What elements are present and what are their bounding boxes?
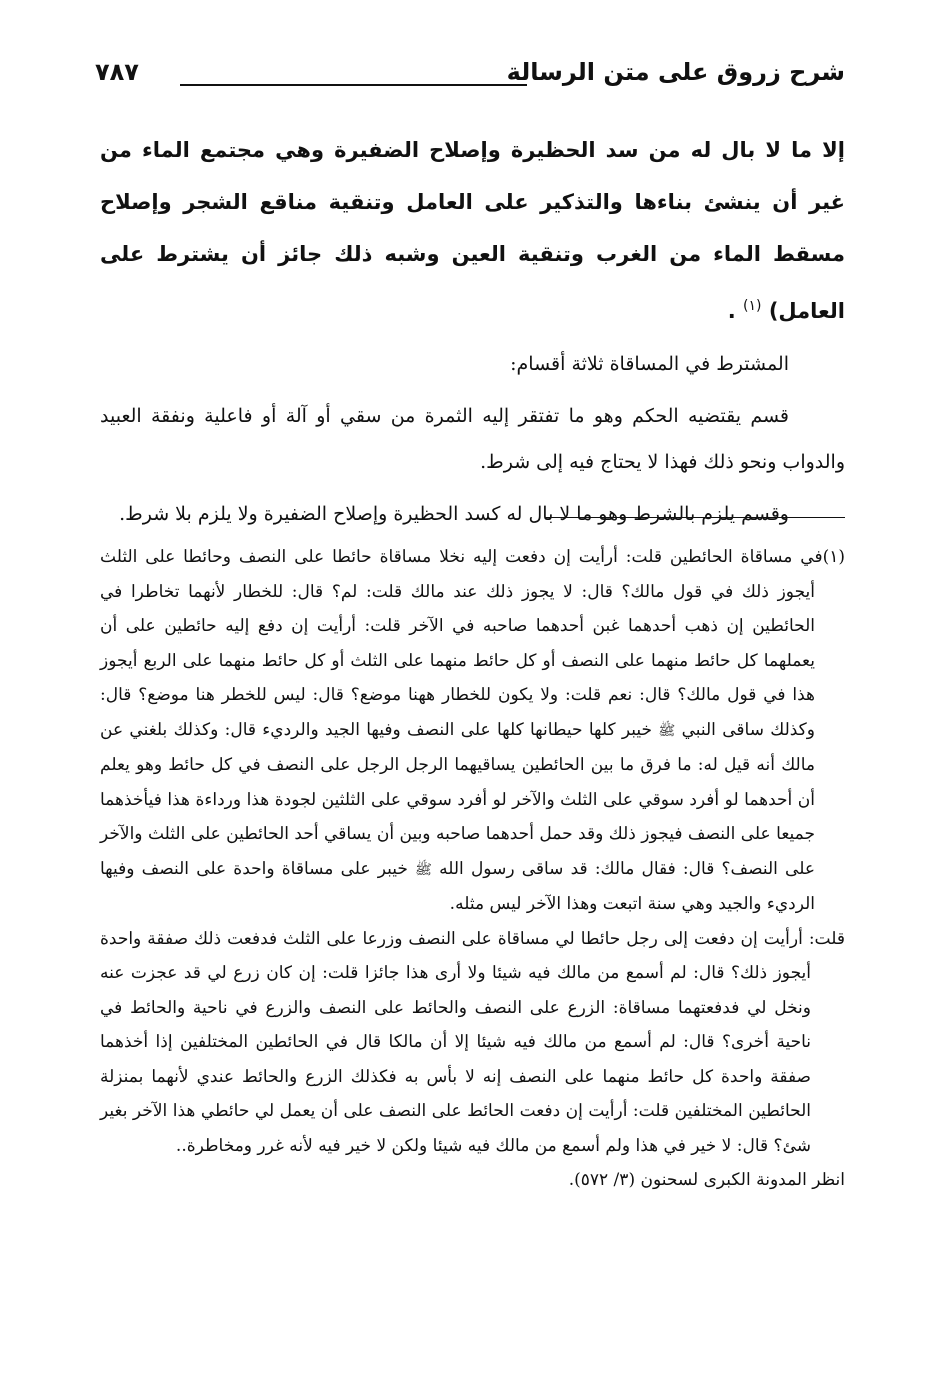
footnote-reference: انظر المدونة الكبرى لسحنون (٣/ ٥٧٢).	[568, 1170, 845, 1190]
bold-paragraph	[100, 124, 845, 337]
header-rule	[180, 84, 527, 86]
salawat-symbol: ﷺ	[658, 722, 676, 739]
salawat-symbol: ﷺ	[415, 861, 432, 878]
book-title: شرح زروق على متن الرسالة	[506, 58, 845, 86]
footnote-ref: (١)	[743, 298, 762, 314]
main-text	[100, 124, 845, 537]
footnote-1	[100, 540, 845, 922]
page-number: ٧٨٧	[95, 58, 139, 86]
footnote-1-text: (١)في مساقاة الحائطين قلت: أرأيت إن دفعت إليه نخلا مساقاة حائطا على النصف وحائطا على الثلث أيجوز ذلك في قول مالك؟ قال: لا يجوز ذلك عند مالك قلت: لم؟ قال: للخطار لأنهما تخاطرا في الحائطين إن ذهب أحدهما غبن أحدهما صاحبه في الآخر قلت: أرأيت إن دفع إليه حائطين على أن يعملهما كل حائط منهما على النصف أو كل حائط منهما على الثلث أو كل حائط منهما على الربع أيجوز هذا في قول مالك؟ قال: نعم قلت: ولا يكون للخطار ههنا موضع؟ قال: ليس للخطر هنا موضع؟ قال: وكذلك ساقى النبي	[100, 547, 845, 740]
bold-paragraph-end: .	[727, 299, 736, 323]
footnote-2: قلت: أرأيت إن دفعت إلى رجل حائطا لي مساقاة على النصف وزرعا على الثلث فدفعت ذلك صفقة واحدة أيجوز ذلك؟ قال: لم أسمع من مالك فيه شيئا ولا أرى هذا جائزا قلت: إن كان زرع لي قد عجزت عنه ونخل لي فدفعتهما مساقاة: الزرع على النصف والحائط على النصف والزرع في ناحية والحائط في ناحية أخرى؟ قال: لم أسمع من مالك فيه شيئا إلا أن مالكا قال في الحائطين المختلفين إذا أخذهما صفقة واحدة كل حائط منهما على النصف إنه لا بأس به فكذلك الزرع والحائط عندي لأنهما بمنزلة الحائطين المختلفين قلت: أرأيت إن دفعت الحائط على النصف على أن يعمل لي حائطي هذا الآخر بغير شئ؟ قال: لا خير في هذا ولم أسمع من مالك فيه شيئا ولكن لا خير فيه لأنه غرر ومخاطرة..	[100, 928, 845, 1156]
paragraph-3: وقسم يلزم بالشرط وهو ما لا بال له كسد الحظيرة وإصلاح الضفيرة ولا يلزم بلا شرط.	[119, 503, 789, 525]
footnotes	[100, 540, 845, 1198]
bold-paragraph-text: إلا ما لا بال له من سد الحظيرة وإصلاح الضفيرة وهي مجتمع الماء من غير أن ينشئ بناءها والتذكير على العامل وتنقية مناقع الشجر وإصلاح مسقط الماء من الغرب وتنقية العين وشبه ذلك جائز أن يشترط على العامل)	[100, 138, 845, 323]
paragraph-2: قسم يقتضيه الحكم وهو ما تفتقر إليه الثمرة من سقي أو آلة أو فاعلية ونفقة العبيد والدواب ونحو ذلك فهذا لا يحتاج فيه إلى شرط.	[100, 405, 845, 473]
page-header	[95, 52, 845, 102]
footnote-separator	[545, 517, 845, 518]
paragraph-1: المشترط في المساقاة ثلاثة أقسام:	[510, 353, 789, 375]
footnote-1-text-c: خيبر على مساقاة واحدة على النصف وفيها الرديء والجيد وهي سنة اتبعت وهذا الآخر ليس مثله.	[100, 858, 815, 914]
footnote-1-text-b: خيبر كلها حيطانها كلها على النصف وفيها الجيد والرديء قال: وكذلك بلغني عن مالك أنه قيل له: ما فرق ما بين الحائطين يساقيهما الرجل الرجل على النصف في كل حائط وهو يعلم أن أحدهما لو أفرد سوقي على الثلث والآخر لو أفرد سوقي على الثلثين لجودة هذا ورداءة هذا فيأخذهما جميعا على النصف فيجوز ذلك وقد حمل أحدهما صاحبه وبين أن يساقي أحد الحائطين على الثلث والآخر على النصف؟ قال: فقال مالك: قد ساقى رسول الله	[100, 719, 815, 879]
